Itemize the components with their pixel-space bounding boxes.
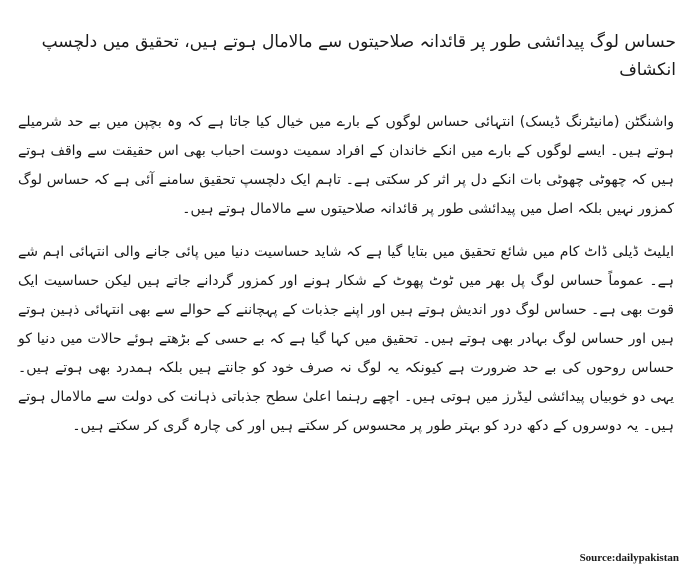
article-paragraph-1: واشنگٹن (مانیٹرنگ ڈیسک) انتہائی حساس لوگوں کے بارے میں خیال کیا جاتا ہے کہ وہ بچپن میں بے حد شرمیلے ہوتے ہیں۔ ایسے لوگوں کے بارے میں انکے خاندان کے افراد سمیت دوست احباب بھی اس حقیقت سے واقف ہوتے ہیں کہ چھوٹی چھوٹی بات انکے دل پر اثر کر سکتی ہے۔ تاہم ایک دلچسپ تحقیق سامنے آئی ہے کہ حساس لوگ کمزور نہیں بلکہ اصل میں پیدائشی طور پر قائدانہ صلاحیتوں سے مالامال ہوتے ہیں۔ — [18, 114, 674, 217]
article-headline: حساس لوگ پیدائشی طور پر قائدانہ صلاحیتوں سے مالامال ہوتے ہیں، تحقیق میں دلچسپ انکشاف — [41, 32, 676, 80]
article-paragraph-2: ایلیٹ ڈیلی ڈاٹ کام میں شائع تحقیق میں بتایا گیا ہے کہ شاید حساسیت دنیا میں پائی جانے والی انتہائی اہم شے ہے۔ عموماً حساس لوگ پل بھر میں ٹوٹ پھوٹ کے شکار ہونے اور کمزور گردانے جاتے ہیں لیکن حساسیت ایک قوت بھی ہے۔ حساس لوگ دور اندیش ہوتے ہیں اور اپنے جذبات کے پہچاننے کے حوالے سے بھی انتہائی ذہین ہوتے ہیں اور حساس لوگ بہادر بھی ہوتے ہیں۔ تحقیق میں کہا گیا ہے کہ بے حسی کے بڑھتے ہوئے حالات میں دنیا کو حساس روحوں کی بے حد ضرورت ہے کیونکہ یہ لوگ نہ صرف خود کو جانتے ہیں بلکہ ہمدرد بھی ہوتے ہیں۔ یہی دو خوبیاں پیدائشی لیڈرز میں ہوتی ہیں۔ اچھے رہنما اعلیٰ سطح جذباتی ذہانت کی دولت سے مالامال ہوتے ہیں۔ یہ دوسروں کے دکھ درد کو بہتر طور پر محسوس کر سکتے ہیں اور کی چارہ گری کر سکتے ہیں۔ — [18, 244, 674, 434]
source-credit: Source:dailypakistan — [579, 552, 679, 564]
